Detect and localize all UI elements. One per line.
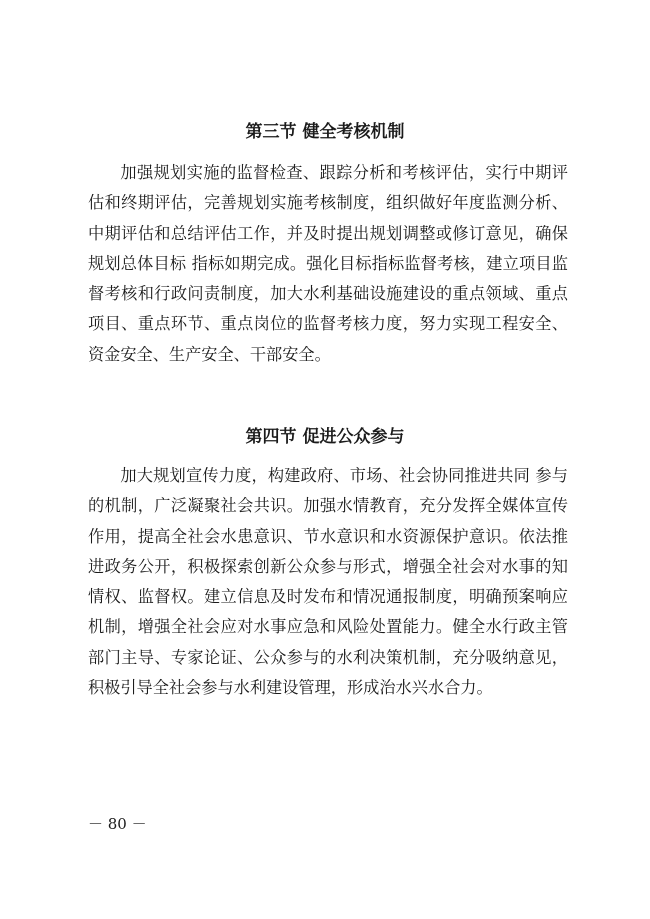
section-title-public-participation: 第四节 促进公众参与	[245, 427, 405, 447]
section-paragraph-assessment-mechanism: 加强规划实施的监督检查、跟踪分析和考核评估，实行中期评估和终期评估，完善规划实施考核制度，组织做好年度监测分析、中期评估和总结评估工作，并及时提出规划调整或修订意见，确保规划总体目标 指标如期完成。强化目标指标监督考核，建立项目监督考核和行政问责制度，加大水利基础设施建设的重点领域、重点项目、重点环节、重点岗位的监督考核力度，努力实现工程安全、资金安全、生产安全、干部安全。	[88, 163, 568, 364]
section-paragraph-public-participation: 加大规划宣传力度，构建政府、市场、社会协同推进共同 参与的机制，广泛凝聚社会共识。加强水情教育，充分发挥全媒体宣传作用，提高全社会水患意识、节水意识和水资源保护意识。依法推进政务公开，积极探索创新公众参与形式，增强全社会对水事的知情权、监督权。建立信息及时发布和情况通报制度，明确预案响应机制，增强全社会应对水事应急和风险处置能力。健全水行政主管部门主导、专家论证、公众参与的水利决策机制，充分吸纳意见，积极引导全社会参与水利建设管理，形成治水兴水合力。	[88, 466, 568, 698]
page-number: － 80 －	[88, 815, 147, 833]
section-title-assessment-mechanism: 第三节 健全考核机制	[245, 122, 405, 142]
